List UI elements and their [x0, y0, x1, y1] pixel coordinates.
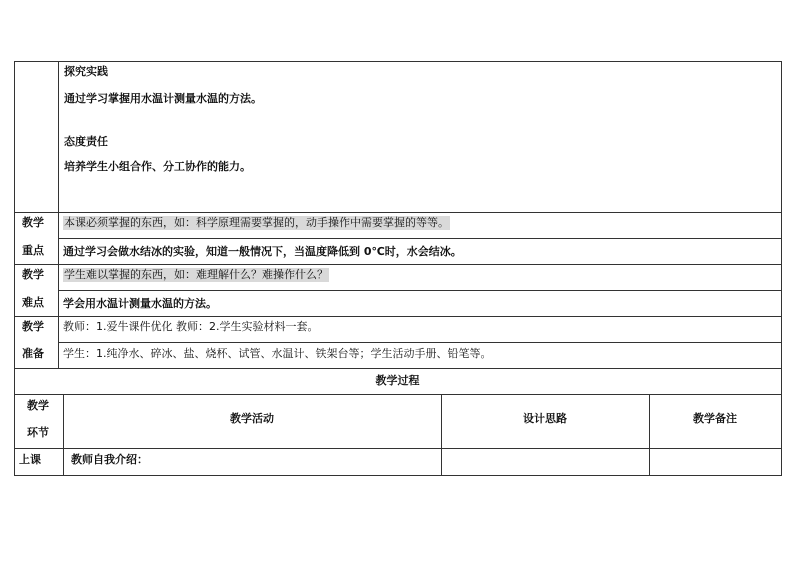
label-column-divider: [58, 61, 59, 369]
row-divider: [14, 394, 781, 395]
activity-column-divider: [441, 394, 442, 476]
heading-attitude-responsibility: 态度责任: [64, 135, 108, 148]
attitude-responsibility-text: 培养学生小组合作、分工协作的能力。: [64, 160, 251, 173]
row-divider: [14, 264, 781, 265]
column-header-stage-top: 教学: [27, 399, 49, 412]
stage-column-divider: [63, 394, 64, 476]
difficult-points-hint: 学生难以掌握的东西，如：难理解什么？难操作什么？: [64, 268, 328, 281]
stage-class-start: 上课: [19, 453, 41, 466]
column-header-notes: 教学备注: [693, 412, 737, 425]
row-divider: [58, 342, 781, 343]
preparation-label-bottom: 准备: [22, 347, 44, 360]
key-points-hint: 本课必须掌握的东西，如：科学原理需要掌握的，动手操作中需要掌握的等等。: [64, 216, 449, 229]
difficult-points-label-top: 教学: [22, 268, 44, 281]
column-header-activity: 教学活动: [230, 412, 274, 425]
table-border-right: [781, 61, 782, 476]
key-points-label-top: 教学: [22, 216, 44, 229]
design-column-divider: [649, 394, 650, 476]
inquiry-practice-text: 通过学习掌握用水温计测量水温的方法。: [64, 92, 262, 105]
teaching-process-title: 教学过程: [375, 374, 420, 387]
row-divider: [14, 316, 781, 317]
column-header-design: 设计思路: [523, 412, 567, 425]
difficult-points-content: 学会用水温计测量水温的方法。: [63, 297, 217, 310]
row-divider: [58, 290, 781, 291]
heading-inquiry-practice: 探究实践: [64, 65, 108, 78]
activity-teacher-intro: 教师自我介绍：: [71, 453, 148, 466]
preparation-label-top: 教学: [22, 320, 44, 333]
row-divider: [14, 448, 781, 449]
preparation-student: 学生：1.纯净水、碎冰、盐、烧杯、试管、水温计、铁架台等；学生活动手册、铅笔等。: [63, 347, 492, 360]
table-border-left: [14, 61, 15, 476]
table-border-bottom: [14, 475, 781, 476]
row-divider: [58, 238, 781, 239]
key-points-content: 通过学习会做水结冰的实验，知道一般情况下，当温度降低到 0℃时，水会结冰。: [63, 245, 462, 258]
column-header-stage-bottom: 环节: [27, 426, 49, 439]
key-points-label-bottom: 重点: [22, 244, 44, 257]
row-divider: [14, 212, 781, 213]
difficult-points-label-bottom: 难点: [22, 296, 44, 309]
preparation-teacher: 教师：1.爱牛课件优化 教师：2.学生实验材料一套。: [63, 320, 319, 333]
row-divider: [14, 368, 781, 369]
table-border-top: [14, 61, 781, 62]
